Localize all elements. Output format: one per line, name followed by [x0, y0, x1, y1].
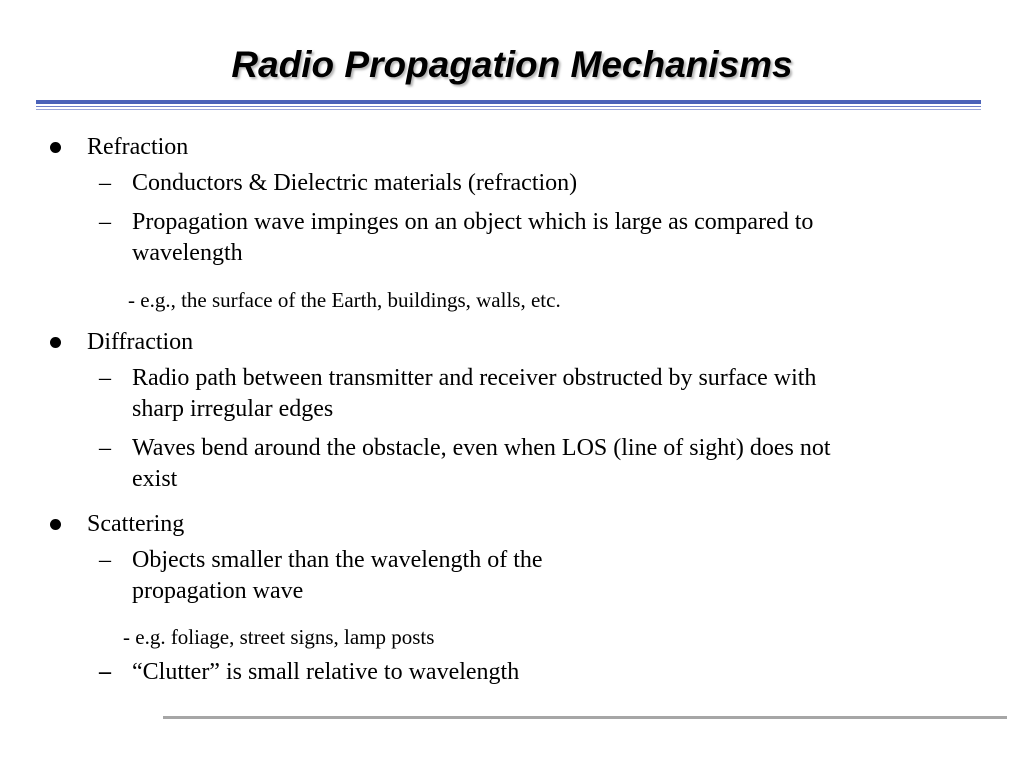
title-underline-hairline — [36, 109, 981, 110]
bullet-dot — [50, 142, 61, 153]
dash-marker: – — [99, 170, 111, 196]
point-text: Waves bend around the obstacle, even when LOS (line of sight) does not — [132, 435, 831, 461]
dash-marker: – — [99, 659, 111, 685]
point-text: “Clutter” is small relative to wavelength — [132, 659, 520, 685]
bullet-dot — [50, 519, 61, 530]
example-note: - e.g. foliage, street signs, lamp posts — [123, 625, 435, 649]
point-text: Objects smaller than the wavelength of the — [132, 547, 543, 573]
title-underline-thick — [36, 100, 981, 104]
point-text-continued: propagation wave — [132, 578, 304, 604]
section-heading-diffraction: Diffraction — [87, 329, 194, 355]
point-text: Conductors & Dielectric materials (refraction) — [132, 170, 578, 196]
point-text-continued: exist — [132, 466, 178, 492]
slide-title: Radio Propagation Mechanisms — [231, 44, 793, 85]
section-heading-refraction: Refraction — [87, 134, 189, 160]
bullet-dot — [50, 337, 61, 348]
point-text: Propagation wave impinges on an object which is large as compared to — [132, 209, 814, 235]
footer-divider — [163, 716, 1007, 719]
point-text-continued: wavelength — [132, 240, 243, 266]
title-underline — [36, 100, 981, 112]
point-text-continued: sharp irregular edges — [132, 396, 334, 422]
point-text: Radio path between transmitter and receiver obstructed by surface with — [132, 365, 817, 391]
dash-marker: – — [99, 209, 111, 235]
title-underline-thin — [36, 106, 981, 107]
section-heading-scattering: Scattering — [87, 511, 185, 537]
dash-marker: – — [99, 435, 111, 461]
dash-marker: – — [99, 547, 111, 573]
dash-marker: – — [99, 365, 111, 391]
example-note: - e.g., the surface of the Earth, buildings, walls, etc. — [128, 288, 561, 312]
